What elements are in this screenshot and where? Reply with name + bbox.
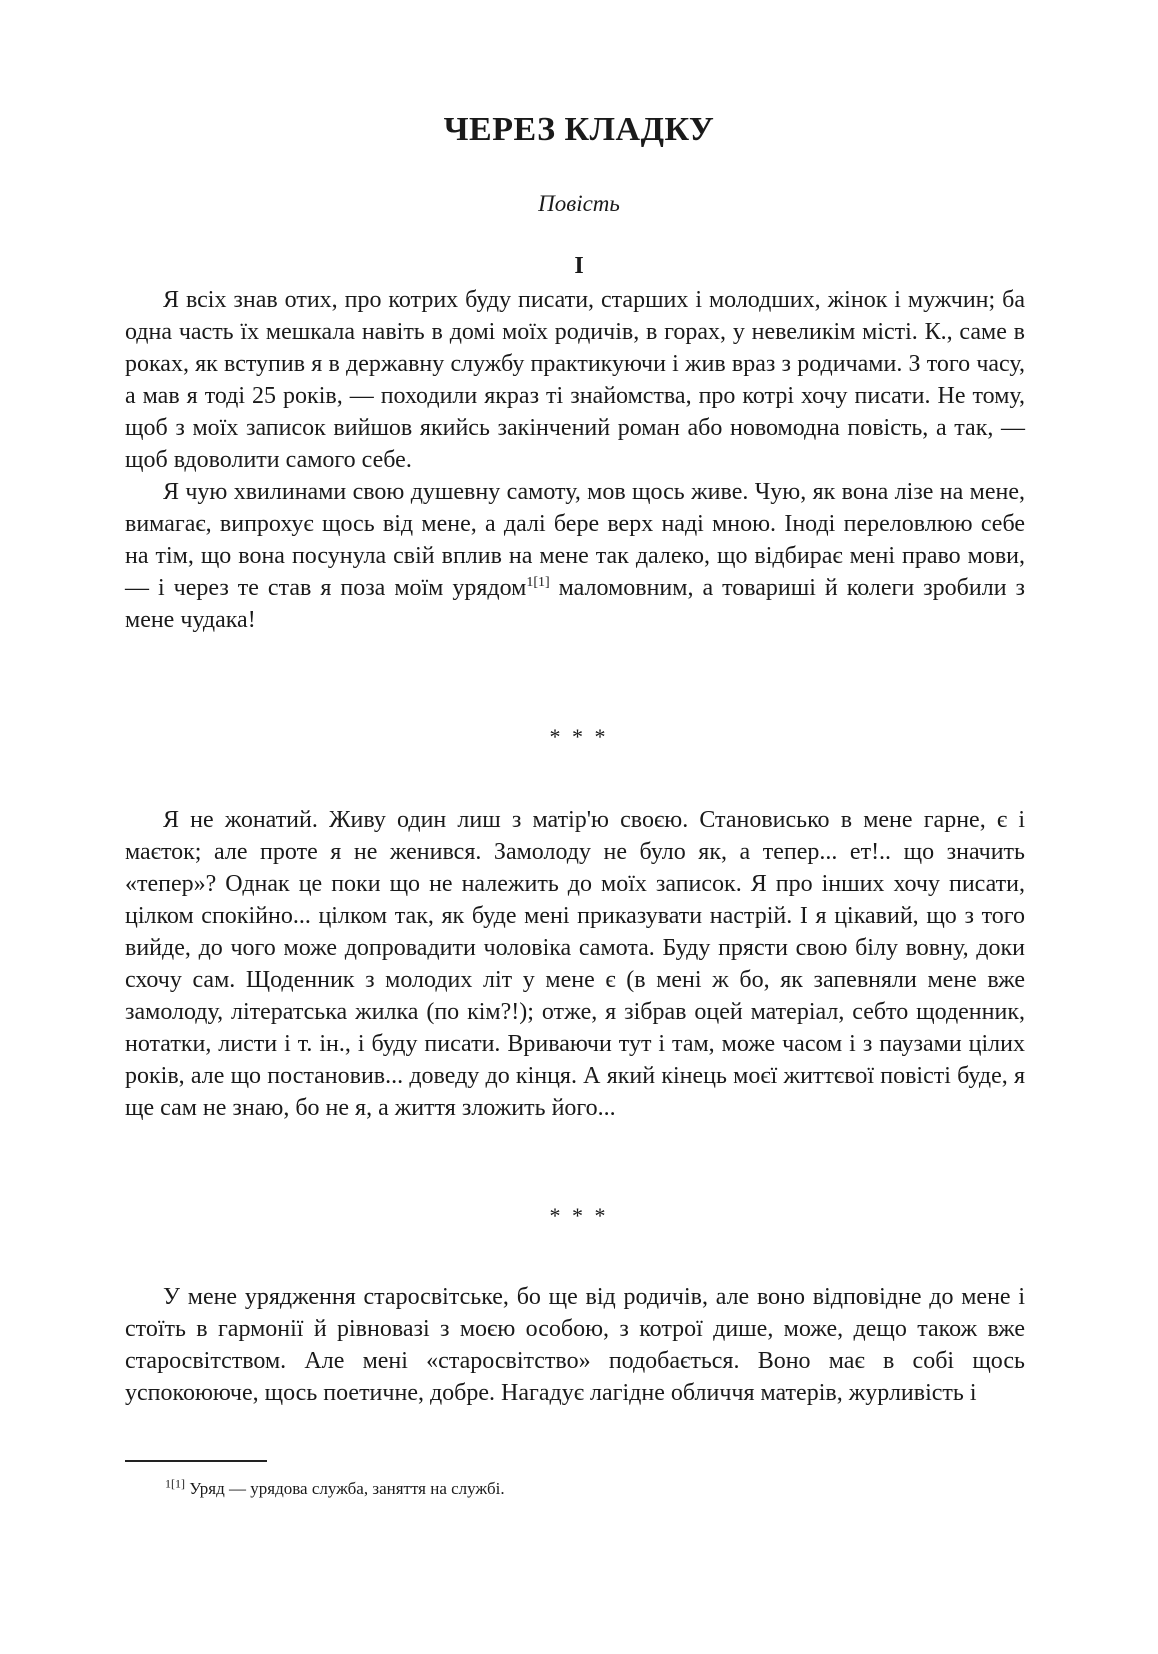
chapter-number: I — [574, 253, 584, 279]
paragraph-2-text-end: маломовним, а товариші й колеги зробили з мене чудака! — [125, 575, 1026, 633]
paragraph-2 — [125, 476, 1025, 636]
text-block-3 — [125, 1281, 1025, 1409]
paragraph-1 — [125, 284, 1025, 476]
footnote-reference[interactable]: 1[1] — [526, 575, 550, 590]
paragraph-3: Я не жонатий. Живу один лиш з матір'ю своєю. Становисько в мене гарне, є і маєток; але проте я не женився. Замолоду не було як, а тепер... ет!.. що значить «тепер»? Однак це поки що не належить до моїх записок. Я про інших хочу писати, цілком спокійно... цілком так, як буде мені приказувати настрій. І я цікавий, що з того вийде, до чого може допровадити чоловіка самота. Буду прясти свою білу вовну, доки схочу сам. Щоденник з молодих літ у мене є (в мені ж бо, як запевняли мене вже замолоду, літератська жилка (по кім?!); отже, я зібрав оцей матеріал, себто щоденник, нотатки, листи і т. ін., і буду писати. Вриваючи тут і там, може часом і з паузами цілих років, але що постановив... доведу до кінця. А який кінець моєї життєвої повісті буде, я ще сам не знаю, бо не я, а життя зложить його... — [125, 807, 1025, 1121]
footnote-marker: 1[1] — [165, 1476, 185, 1491]
footnote-divider — [125, 1460, 267, 1462]
paragraph-4: У мене урядження старосвітське, бо ще від родичів, але воно відповідне до мене і стоїть в гармонії й рівновазі з моєю особою, з котрої дише, може, дещо також вже старосвітством. Але мені «старосвітство» подобається. Воно має в собі щось успокоююче, щось поетичне, добре. Нагадує лагідне обличчя матерів, журливість і — [125, 1284, 1025, 1406]
story-subtitle: Повість — [538, 191, 620, 216]
text-block-1 — [125, 284, 1025, 636]
section-separator-2: * * * — [549, 1203, 609, 1228]
paragraph-1-text: Я всіх знав отих, про котрих буду писати, старших і молодших, жінок і мужчин; ба одна часть їх мешкала навіть в домі моїх родичів, в горах, у невеликім місті. К., саме в роках, як вступив я в державну службу практикуючи і жив враз з родичами. З того часу, а мав я тоді 25 років, — походили якраз ті знайомства, про котрі хочу писати. Не тому, щоб з моїх записок вийшов якийсь закінчений роман або новомодна повість, а так, — щоб вдоволити самого себе. — [125, 287, 1025, 473]
footnote-text: Уряд — урядова служба, заняття на службі. — [185, 1479, 505, 1498]
text-block-2 — [125, 804, 1025, 1124]
section-separator-1: * * * — [549, 724, 609, 749]
footnote — [165, 1478, 1025, 1500]
story-title: ЧЕРЕЗ КЛАДКУ — [443, 111, 715, 148]
paragraph-2-text-start: Я чую хвилинами свою душевну самоту, мов щось живе. Чую, як вона лізе на мене, вимагає, випрохує щось від мене, а далі бере верх наді мною. Іноді переловлюю себе на тім, що вона посунула свій вплив на мене так далеко, що відбирає мені право мови, — і через те став я поза моїм урядом — [125, 479, 1025, 601]
